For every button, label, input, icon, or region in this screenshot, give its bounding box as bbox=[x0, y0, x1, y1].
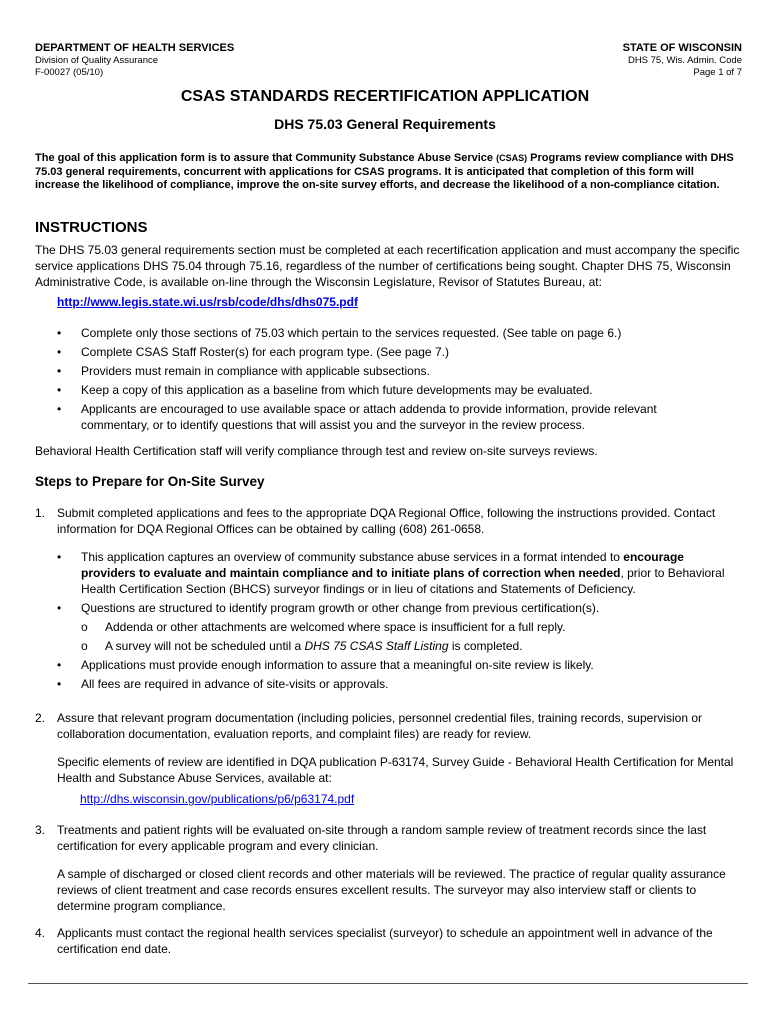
bullet-icon: • bbox=[57, 326, 62, 340]
bullet-text: Keep a copy of this application as a baseline from which future developments may be evaluated. bbox=[81, 383, 593, 397]
sub-bullet-text: Addenda or other attachments are welcomed where space is insufficient for a full reply. bbox=[105, 620, 566, 634]
bullet-text: Applications must provide enough information to assure that a meaningful on-site review is likely. bbox=[81, 658, 594, 672]
bullet-text: Providers must remain in compliance with applicable subsections. bbox=[81, 364, 430, 378]
bullet-text: Complete CSAS Staff Roster(s) for each program type. (See page 7.) bbox=[81, 345, 449, 359]
bullet-icon: • bbox=[57, 402, 62, 416]
step-number: 4. bbox=[35, 926, 46, 940]
sub-list-item bbox=[81, 619, 737, 635]
bullet-icon: • bbox=[57, 383, 62, 397]
bullet-icon: • bbox=[57, 345, 62, 359]
step-1-bullet-list bbox=[57, 549, 737, 695]
statutes-link[interactable]: http://www.legis.state.wi.us/rsb/code/dhs/dhs075.pdf bbox=[57, 295, 358, 309]
intro-paragraph bbox=[35, 152, 740, 193]
sub-bullet-text-post: is completed. bbox=[448, 639, 523, 653]
step-text: Submit completed applications and fees to the appropriate DQA Regional Office, following the instructions provided. Contact information for DQA Regional Offices can be obtained by calling (608) 261-0658. bbox=[57, 506, 716, 536]
step-1 bbox=[35, 505, 740, 537]
sub-bullet-text-italic: DHS 75 CSAS Staff Listing bbox=[304, 639, 449, 653]
header-right bbox=[623, 42, 742, 79]
bullet-icon: • bbox=[57, 658, 62, 672]
list-item bbox=[57, 363, 727, 379]
bullet-text: Questions are structured to identify program growth or other change from previous certification(s). bbox=[81, 601, 600, 615]
step-number: 3. bbox=[35, 823, 46, 837]
department-name: DEPARTMENT OF HEALTH SERVICES bbox=[35, 42, 235, 54]
footer-divider bbox=[28, 983, 748, 984]
bullet-icon: • bbox=[57, 677, 62, 691]
list-item bbox=[57, 657, 737, 673]
bullet-icon: • bbox=[57, 550, 62, 564]
list-item bbox=[57, 382, 727, 398]
step-3-paragraph: A sample of discharged or closed client records and other materials will be reviewed. The practice of regular quality assurance reviews of client treatment and case records ensures excellent results. The surveyor may also interview staff or clients to determine program compliance. bbox=[57, 867, 726, 913]
sub-bullet-icon: o bbox=[81, 639, 88, 653]
division-name: Division of Quality Assurance bbox=[35, 55, 159, 66]
list-item bbox=[57, 401, 727, 433]
bhcs-paragraph: Behavioral Health Certification staff will verify compliance through test and review on-site surveys reviews. bbox=[35, 444, 598, 458]
document-title: CSAS STANDARDS RECERTIFICATION APPLICATION bbox=[180, 88, 590, 105]
sub-list-item bbox=[81, 638, 737, 654]
instructions-bullet-list bbox=[57, 325, 727, 436]
bullet-text-post: , prior to Behavioral Health Certification Section (BHCS) surveyor findings or in lieu of citations and Statements of Deficiency. bbox=[81, 566, 725, 596]
bullet-icon: • bbox=[57, 601, 62, 615]
sub-bullet-text-pre: A survey will not be scheduled until a bbox=[105, 639, 305, 653]
step-2 bbox=[35, 710, 740, 742]
step-text: Applicants must contact the regional health services specialist (surveyor) to schedule an appointment well in advance of the certification end date. bbox=[57, 926, 713, 956]
list-item bbox=[57, 600, 737, 654]
bullet-icon: • bbox=[57, 364, 62, 378]
step-text: Treatments and patient rights will be evaluated on-site through a random sample review of treatment records since the last certification for every applicable program and every clinician. bbox=[57, 823, 707, 853]
list-item bbox=[57, 325, 727, 341]
list-item bbox=[57, 549, 737, 597]
step-number: 1. bbox=[35, 506, 46, 520]
list-item bbox=[57, 676, 737, 692]
intro-abbr: (CSAS) bbox=[496, 153, 528, 163]
bullet-text-bold: encourage providers to evaluate and maintain compliance and to initiate plans of correction when needed bbox=[81, 550, 684, 580]
bullet-text: All fees are required in advance of site-visits or approvals. bbox=[81, 677, 389, 691]
intro-part1: The goal of this application form is to assure that Community Substance Abuse Service bbox=[35, 152, 497, 164]
bullet-text: Complete only those sections of 75.03 which pertain to the services requested. (See table on page 6.) bbox=[81, 326, 622, 340]
list-item bbox=[57, 344, 727, 360]
bullet-text: Applicants are encouraged to use available space or attach addenda to provide information, provide relevant commentary, or to identify questions that will assist you and the surveyor in the review process. bbox=[81, 402, 657, 432]
state-name: STATE OF WISCONSIN bbox=[622, 42, 742, 54]
page-number: Page 1 of 7 bbox=[693, 67, 742, 78]
instructions-heading: INSTRUCTIONS bbox=[35, 219, 148, 236]
bullet-text-pre: This application captures an overview of community substance abuse services in a format intended to bbox=[81, 550, 624, 564]
step-number: 2. bbox=[35, 711, 46, 725]
step-3 bbox=[35, 822, 740, 854]
steps-heading: Steps to Prepare for On-Site Survey bbox=[35, 474, 265, 489]
step-4 bbox=[35, 925, 740, 957]
instructions-paragraph: The DHS 75.03 general requirements section must be completed at each recertification application and must accompany the specific service applications DHS 75.04 through 75.16, regardless of the number of certifications being sought. Chapter DHS 75, Wisconsin Administrative Code, is available on-line through the Wisconsin Legislature, Revisor of Statutes Bureau, at: bbox=[35, 243, 740, 289]
header-left bbox=[35, 42, 234, 79]
sub-bullet-icon: o bbox=[81, 620, 88, 634]
form-number: F-00027 (05/10) bbox=[35, 67, 104, 78]
step-2-paragraph: Specific elements of review are identified in DQA publication P-63174, Survey Guide - Behavioral Health Certification for Mental Health and Substance Abuse Services, available at: bbox=[57, 755, 734, 785]
admin-code: DHS 75, Wis. Admin. Code bbox=[627, 55, 742, 66]
step-text: Assure that relevant program documentation (including policies, personnel credential files, training records, supervision or collaboration documentation, evaluation reports, and complaint files) are ready for review. bbox=[57, 711, 702, 741]
document-subtitle: DHS 75.03 General Requirements bbox=[274, 116, 496, 132]
intro-part2: Programs review compliance with DHS 75.03 general requirements, concurrent with applications for CSAS programs. It is anticipated that completion of this form will increase the likelihood of compliance, improve the on-site survey efforts, and decrease the likelihood of a non-compliance citation. bbox=[35, 152, 734, 192]
survey-guide-link[interactable]: http://dhs.wisconsin.gov/publications/p6/p63174.pdf bbox=[80, 792, 355, 806]
